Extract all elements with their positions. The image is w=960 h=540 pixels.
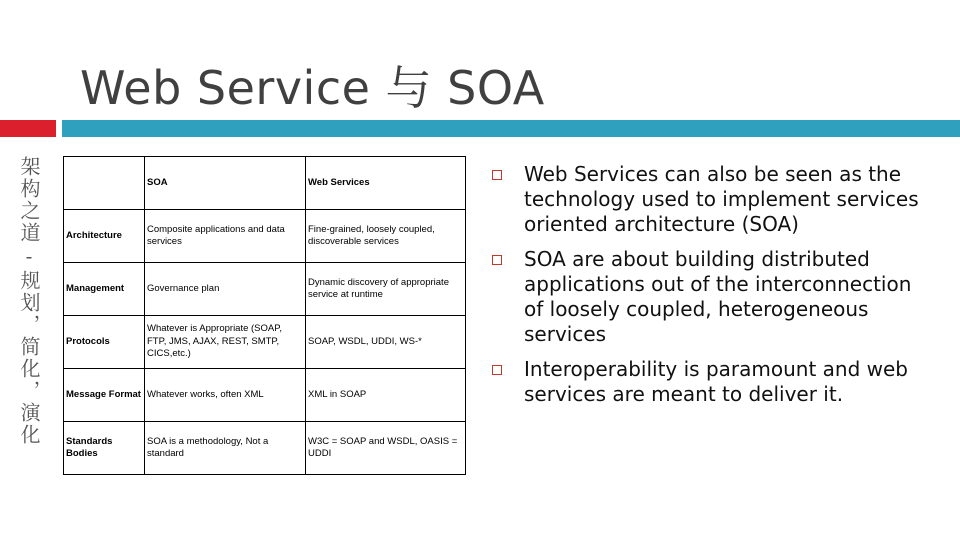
comparison-table [63,156,466,475]
bullet-text: Interoperability is paramount and web services are meant to deliver it. [524,357,908,406]
table-cell-soa: Composite applications and data services [145,210,306,263]
table-header-row [64,157,466,210]
accent-bar-red [0,120,56,137]
table-header-corner [64,157,145,210]
table-row-label: Standards Bodies [64,422,145,475]
bullet-item [492,162,932,237]
table-cell-web-services: SOAP, WSDL, UDDI, WS-* [306,316,466,369]
slide-title: Web Service 与 SOA [80,61,545,115]
table-row-label: Architecture [64,210,145,263]
table-cell-web-services: W3C = SOAP and WSDL, OASIS = UDDI [306,422,466,475]
table-row [64,316,466,369]
table-cell-soa: Whatever works, often XML [145,369,306,422]
bullet-text: SOA are about building distributed applications out of the interconnection of loosely coupled, heterogeneous services [524,247,912,346]
square-bullet-icon [492,170,502,180]
side-vertical-text: 架构之道-规划，简化，演化 [17,156,41,446]
table-cell-web-services: Fine-grained, loosely coupled, discoverable services [306,210,466,263]
table-cell-soa: Governance plan [145,263,306,316]
table-row [64,422,466,475]
table-cell-web-services: XML in SOAP [306,369,466,422]
bullet-item [492,247,932,347]
table-row-label: Message Format [64,369,145,422]
table-header-soa: SOA [145,157,306,210]
table-row [64,263,466,316]
square-bullet-icon [492,365,502,375]
square-bullet-icon [492,255,502,265]
bullet-list [492,162,932,417]
table-row-label: Protocols [64,316,145,369]
table-cell-soa: SOA is a methodology, Not a standard [145,422,306,475]
table-row [64,210,466,263]
bullet-item [492,357,932,407]
table-header-web-services: Web Services [306,157,466,210]
accent-bar-blue [62,120,960,137]
table-cell-soa: Whatever is Appropriate (SOAP, FTP, JMS, AJAX, REST, SMTP, CICS,etc.) [145,316,306,369]
table-row [64,369,466,422]
bullet-text: Web Services can also be seen as the technology used to implement services oriented architecture (SOA) [524,162,919,236]
table-cell-web-services: Dynamic discovery of appropriate service at runtime [306,263,466,316]
table-row-label: Management [64,263,145,316]
